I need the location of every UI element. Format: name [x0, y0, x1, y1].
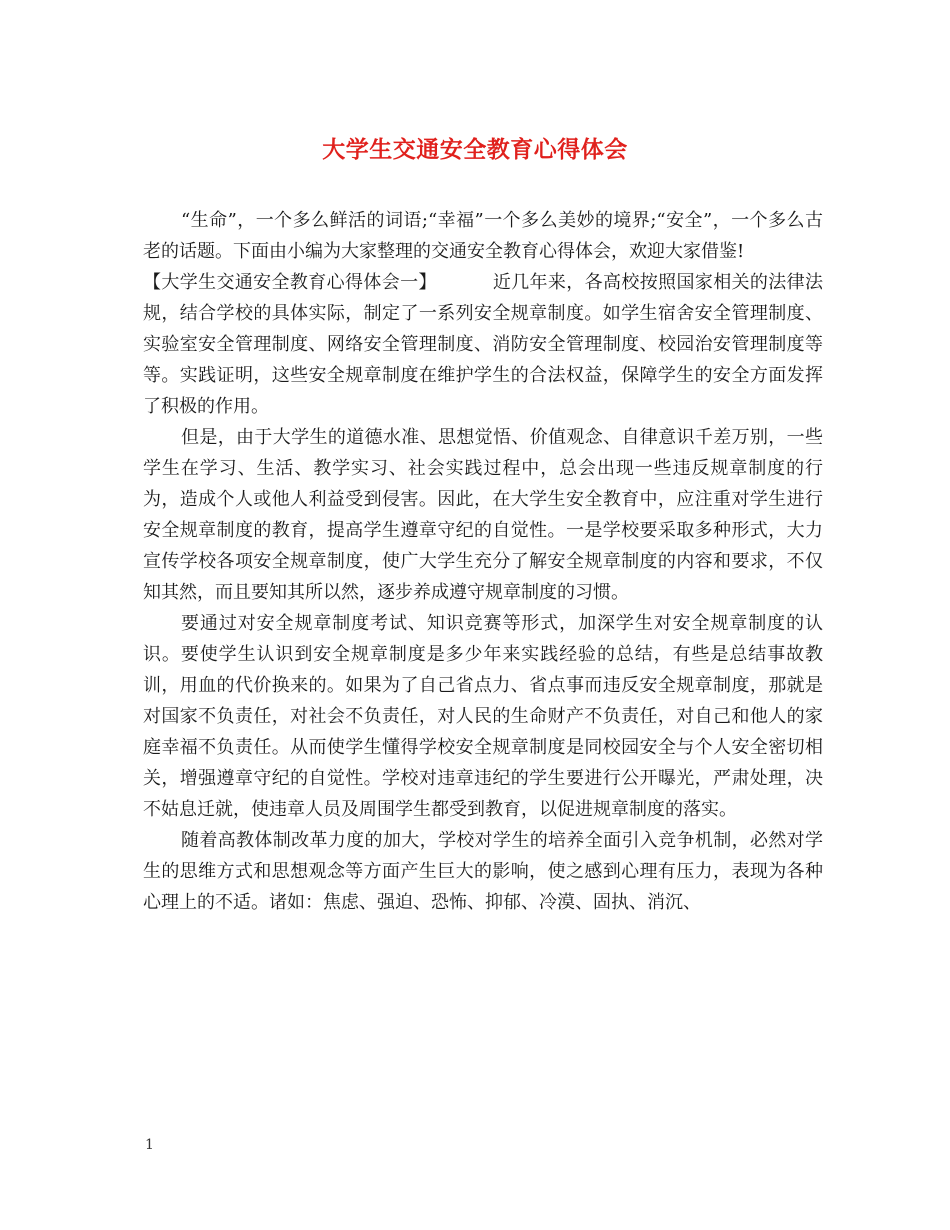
section1-paragraph [143, 267, 823, 422]
page-number: 1 [145, 1137, 154, 1153]
paragraph-3: 要通过对安全规章制度考试、知识竞赛等形式，加深学生对安全规章制度的认识。要使学生认识到安全规章制度是多少年来实践经验的总结，有些是总结事故教训，用血的代价换来的。如果为了自己省点力、省点事而违反安全规章制度，那就是对国家不负责任，对社会不负责任，对人民的生命财产不负责任，对自己和他人的家庭幸福不负责任。从而使学生懂得学校安全规章制度是同校园安全与个人安全密切相关，增强遵章守纪的自觉性。学校对违章违纪的学生要进行公开曝光，严肃处理，决不姑息迁就，使违章人员及周围学生都受到教育，以促进规章制度的落实。 [143, 613, 823, 820]
paragraph-4: 随着高教体制改革力度的加大，学校对学生的培养全面引入竞争机制，必然对学生的思维方式和思想观念等方面产生巨大的影响，使之感到心理有压力，表现为各种心理上的不适。诸如：焦虑、强迫、恐怖、抑郁、冷漠、固执、消沉、 [143, 830, 823, 913]
document-title: 大学生交通安全教育心得体会 [322, 136, 628, 163]
intro-paragraph: “生命”，一个多么鲜活的词语;“幸福”一个多么美妙的境界;“安全”，一个多么古老的话题。下面由小编为大家整理的交通安全教育心得体会，欢迎大家借鉴! [143, 210, 823, 262]
section1-heading: 【大学生交通安全教育心得体会一】 [143, 272, 437, 293]
paragraph-2: 但是，由于大学生的道德水准、思想觉悟、价值观念、自律意识千差万别，一些学生在学习、生活、教学实习、社会实践过程中，总会出现一些违反规章制度的行为，造成个人或他人利益受到侵害。因此，在大学生安全教育中，应注重对学生进行安全规章制度的教育，提高学生遵章守纪的自觉性。一是学校要采取多种形式，大力宣传学校各项安全规章制度，使广大学生充分了解安全规章制度的内容和要求，不仅知其然，而且要知其所以然，逐步养成遵守规章制度的习惯。 [143, 427, 823, 603]
section1-text: 近几年来，各高校按照国家相关的法律法规，结合学校的具体实际，制定了一系列安全规章制度。如学生宿舍安全管理制度、实验室安全管理制度、网络安全管理制度、消防安全管理制度、校园治安管理制度等等。实践证明，这些安全规章制度在维护学生的合法权益，保障学生的安全方面发挥了积极的作用。 [143, 272, 824, 417]
document-body [143, 205, 823, 918]
